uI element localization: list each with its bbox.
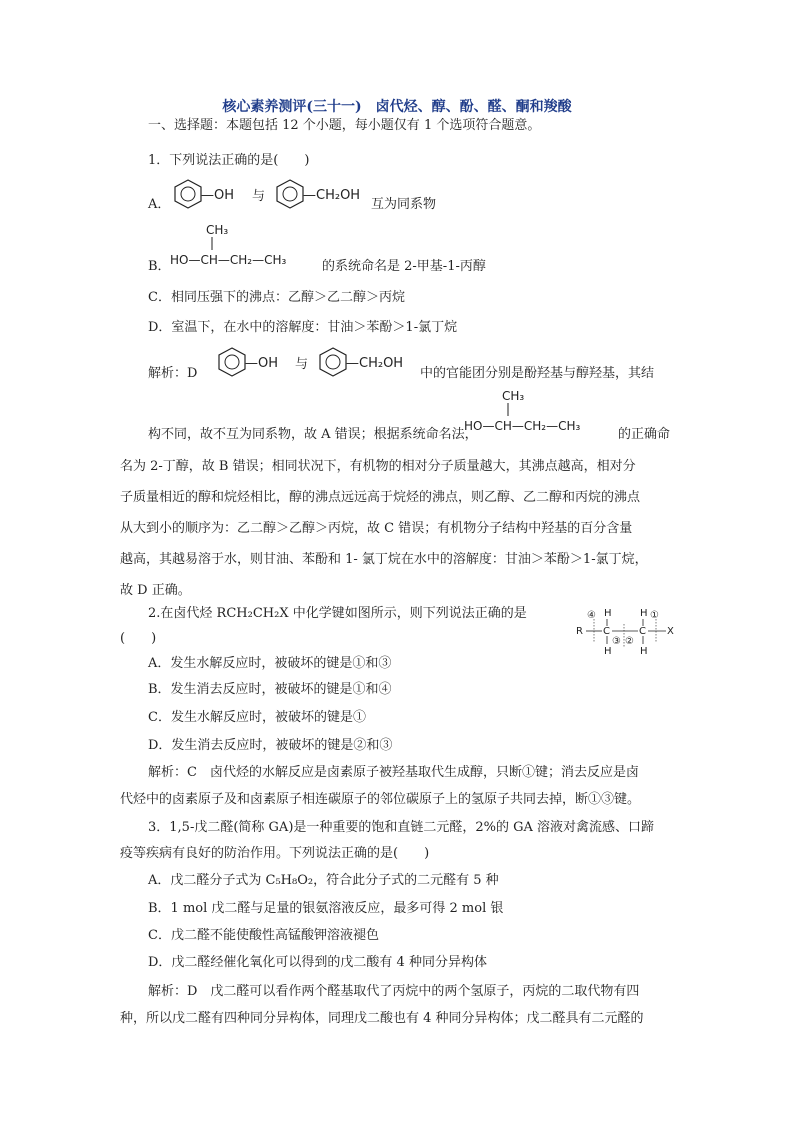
q1-answer-line5: 从大到小的顺序为：乙二醇＞乙醇＞丙烷，故 C 错误；有机物分子结构中羟基的百分含量 xyxy=(120,521,633,536)
diagram-x: X xyxy=(667,626,674,637)
diagram-c-left: C xyxy=(603,626,610,637)
bond-label-4: ④ xyxy=(587,610,596,621)
answer-b-ch3: CH₃ xyxy=(502,389,525,403)
q1-answer-line2-suffix: 的正确命 xyxy=(618,427,671,442)
q1-answer-label: 解析：D xyxy=(148,366,198,381)
q1-answer-line6: 越高，其越易溶于水，则甘油、苯酚和 1- 氯丁烷在水中的溶解度：甘油＞苯酚＞1-氯丁烷， xyxy=(120,552,648,567)
q1-b-suffix: 的系统命名是 2-甲基-1-丙醇 xyxy=(322,259,486,274)
q2-option-d: D．发生消去反应时，被破坏的键是②和③ xyxy=(148,738,393,753)
benzyl-ch2oh-label: —CH₂OH xyxy=(303,188,361,203)
q2-stem-line1: 2.在卤代烃 RCH₂CH₂X 中化学键如图所示，则下列说法正确的是 xyxy=(148,606,527,621)
diagram-h-bottom-right: H xyxy=(640,646,648,657)
q2-option-c: C．发生水解反应时，被破坏的键是① xyxy=(148,710,366,725)
diagram-h-top-left: H xyxy=(604,608,612,619)
q1-a-suffix: 互为同系物 xyxy=(371,197,437,212)
diagram-c-right: C xyxy=(639,626,646,637)
diagram-h-bottom-left: H xyxy=(604,646,612,657)
phenol-structure xyxy=(170,176,250,216)
q3-answer-line2: 种，所以戊二醛有四种同分异构体，同理戊二酸也有 4 种同分异构体；戊二醛具有二元醛的 xyxy=(120,1011,644,1026)
q1-option-b-label: B． xyxy=(148,259,171,274)
diagram-h-top-right: H xyxy=(640,608,648,619)
q1-b-structure xyxy=(168,220,328,280)
answer-benzyl-structure xyxy=(315,344,425,384)
q1-b-ch3: CH₃ xyxy=(206,223,229,237)
page-title: 核心素养测评(三十一) 卤代烃、醇、酚、醛、酮和羧酸 xyxy=(222,99,572,115)
q1-option-c: C．相同压强下的沸点：乙醇＞乙二醇＞丙烷 xyxy=(148,290,405,305)
q1-answer-line2: 构不同，故不互为同系物，故 A 错误；根据系统命名法， xyxy=(148,427,478,442)
benzyl-alcohol-structure xyxy=(272,176,382,216)
q2-stem-line2: ( ) xyxy=(120,631,157,646)
section-heading: 一、选择题：本题包括 12 个小题，每小题仅有 1 个选项符合题意。 xyxy=(148,118,541,133)
q3-option-a: A．戊二醛分子式为 C₅H₈O₂，符合此分子式的二元醛有 5 种 xyxy=(148,873,499,888)
answer-and: 与 xyxy=(295,357,309,372)
q3-option-b: B．1 mol 戊二醛与足量的银氨溶液反应，最多可得 2 mol 银 xyxy=(148,901,504,916)
q1-answer-line7: 故 D 正确。 xyxy=(120,583,191,598)
answer-b-main-chain: HO—CH—CH₂—CH₃ xyxy=(464,419,581,433)
q1-option-d: D．室温下，在水中的溶解度：甘油＞苯酚＞1-氯丁烷 xyxy=(148,320,458,335)
q3-answer-line1: 解析：D 戊二醛可以看作两个醛基取代了丙烷中的两个氢原子，丙烷的二取代物有四 xyxy=(148,984,640,999)
phenol-oh-label: —OH xyxy=(201,188,235,203)
q1-answer-line1: 中的官能团分别是酚羟基与醇羟基，其结 xyxy=(420,366,655,381)
q3-stem-line2: 疫等疾病有良好的防治作用。下列说法正确的是( ) xyxy=(120,846,430,861)
bond-diagram xyxy=(574,604,684,662)
q3-stem-line1: 3．1,5-戊二醛(简称 GA)是一种重要的饱和直链二元醛，2%的 GA 溶液对禽流感、口蹄 xyxy=(148,820,655,835)
answer-b-structure xyxy=(462,386,622,446)
q2-answer-line2: 代烃中的卤素原子及和卤素原子相连碳原子的邻位碳原子上的氢原子共同去掉，断①③键。 xyxy=(120,792,641,807)
answer-phenol-oh: —OH xyxy=(245,356,279,371)
bond-label-3: ③ xyxy=(612,636,621,647)
diagram-r: R xyxy=(576,626,583,637)
bond-label-2: ② xyxy=(625,636,634,647)
q3-option-c: C．戊二醛不能使酸性高锰酸钾溶液褪色 xyxy=(148,928,379,943)
bond-label-1: ① xyxy=(650,610,659,621)
q2-option-a: A．发生水解反应时，被破坏的键是①和③ xyxy=(148,656,392,671)
answer-benzyl-ch2oh: —CH₂OH xyxy=(346,356,404,371)
q2-answer-line1: 解析：C 卤代烃的水解反应是卤素原子被羟基取代生成醇，只断①键；消去反应是卤 xyxy=(148,765,639,780)
q2-option-b: B．发生消去反应时，被破坏的键是①和④ xyxy=(148,682,392,697)
q1-stem: 1．下列说法正确的是( ) xyxy=(148,153,310,168)
answer-phenol-structure xyxy=(214,344,294,384)
q3-option-d: D．戊二醛经催化氧化可以得到的戊二酸有 4 种同分异构体 xyxy=(148,955,487,970)
q1-b-main-chain: HO—CH—CH₂—CH₃ xyxy=(170,253,287,267)
q1-answer-line4: 子质量相近的醇和烷烃相比，醇的沸点远远高于烷烃的沸点，则乙醇、乙二醇和丙烷的沸点 xyxy=(120,490,641,505)
q1-a-and: 与 xyxy=(252,189,266,204)
q1-answer-line3: 名为 2-丁醇，故 B 错误；相同状况下，有机物的相对分子质量越大，其沸点越高，相对分 xyxy=(120,459,636,474)
q1-option-a-label: A． xyxy=(148,197,171,212)
